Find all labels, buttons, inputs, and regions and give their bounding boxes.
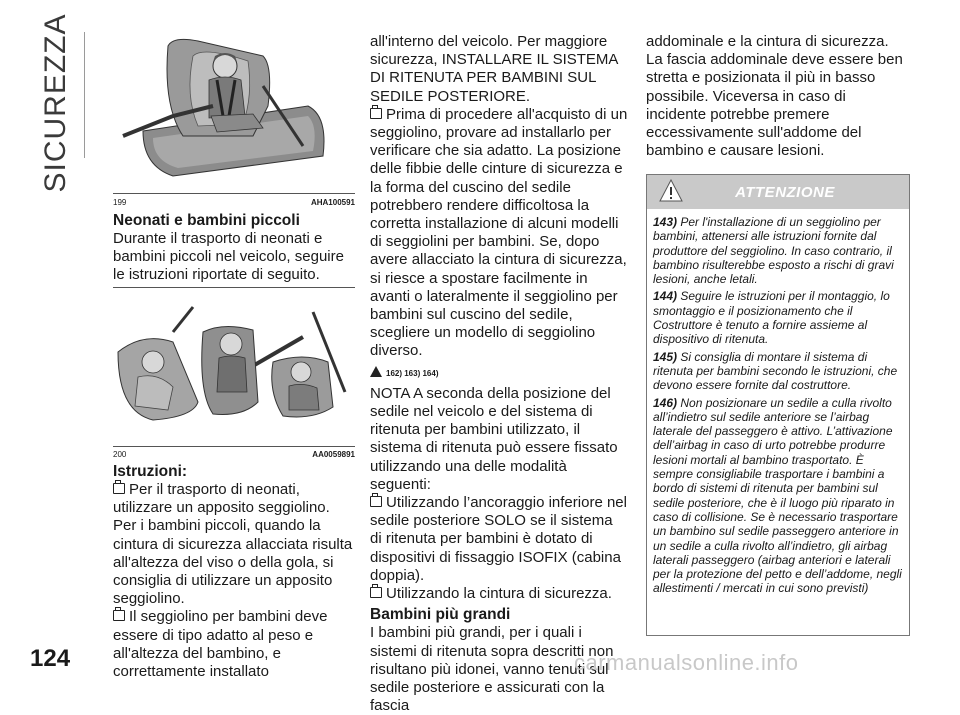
bullet-seat-type xyxy=(113,608,355,681)
watermark[interactable]: carmanualsonline.info xyxy=(574,650,799,675)
bullet-isofix xyxy=(370,494,628,585)
item-number: 143) xyxy=(653,215,678,229)
attention-body xyxy=(647,209,909,596)
item-text: Non posizionare un sedile a culla rivolto all’indietro sul sedile anteriore se l’airbag laterale del passeggero è attivo. L’attivazione dell’airbag in caso di urto potrebbe produrre lesioni mortali al bambino trasportato. È sempre consigliabile trasportare i bambini a bordo di sistemi di ritenuta per bambini sul sedile posteriore, che è il luogo più riparato in caso di collisione. Se è necessario trasportare un bambino sul sedile passeggero anteriore in un sedile a culla rivolto all’indietro, gli airbag laterali passeggero (airbag anteriori e laterali per la protezione del petto e dell’addome, negli allestimenti / mercati in cui sono previsti) xyxy=(653,395,902,596)
figure-200-rule xyxy=(113,446,355,447)
figure-200-top-rule xyxy=(113,287,355,288)
heading-instructions: Istruzioni: xyxy=(113,463,188,480)
page-number: 124 xyxy=(30,645,71,672)
column-2 xyxy=(370,33,628,715)
attention-box xyxy=(646,174,910,636)
heading-infants: Neonati e bambini piccoli xyxy=(113,212,300,229)
warning-triangle-icon xyxy=(659,179,683,203)
item-number: 145) xyxy=(653,349,678,364)
attention-item xyxy=(653,289,904,346)
item-text: Si consiglia di montare il sistema di ritenuta per bambini secondo le istruzioni, che devono essere fornite dal costruttore. xyxy=(653,349,898,393)
item-text: Seguire le istruzioni per il montaggio, lo smontaggio e il posizionamento che il Costruttore è tenuto a fornire assieme al dispositivo di ritenuta. xyxy=(653,289,890,347)
figure-number: 199 xyxy=(113,198,127,207)
bullet-text: Il seggiolino per bambini deve essere di tipo adatto al peso e all'altezza del bambino, e correttamente installato xyxy=(113,608,328,681)
section-title xyxy=(32,13,80,193)
book-icon xyxy=(370,108,382,119)
figure-199-caption xyxy=(113,198,355,207)
figure-200-caption xyxy=(113,450,355,459)
bullet-text: Utilizzando la cintura di sicurezza. xyxy=(386,585,612,603)
attention-item xyxy=(653,215,904,286)
figure-199-rule xyxy=(113,193,355,194)
figure-199 xyxy=(113,36,355,186)
column-1-bottom xyxy=(113,462,355,681)
bullet-text: Utilizzando l’ancoraggio inferiore nel sedile posteriore SOLO se il sistema di ritenuta per bambini è dotato di dispositivi di fissaggio ISOFIX (cabina doppia). xyxy=(370,494,627,584)
attention-header xyxy=(647,175,909,209)
column-1-top xyxy=(113,211,355,285)
bullet-text: Prima di procedere all'acquisto di un seggiolino, provare ad installarlo per verificare che sia adatto. La posizione delle fibbie delle cinture di sicurezza e la forma del cuscino del sedile potrebbero rendere difficoltosa la corretta installazione di alcuni modelli di seggiolini per bambini. Se, dopo avere allacciato la cintura di sicurezza, si riesce a spostare facilmente in avanti o lateralmente il seggiolino per bambini sul cuscino del sedile, scegliere un modello di seggiolino diverso. xyxy=(370,105,628,360)
warning-refs xyxy=(370,363,628,383)
book-icon xyxy=(370,496,382,507)
figure-number: 200 xyxy=(113,450,127,459)
book-icon xyxy=(113,483,125,494)
warning-icon xyxy=(370,366,382,377)
para-install-rear: all'interno del veicolo. Per maggiore sicurezza, INSTALLARE IL SISTEMA DI RITENUTA PER BAMBINI SUL SEDILE POSTERIORE. xyxy=(370,33,618,105)
para-note: NOTA A seconda della posizione del sedile nel veicolo e del sistema di ritenuta per bambini utilizzato, il sistema di ritenuta può essere fissato utilizzando una delle modalità seguenti: xyxy=(370,384,618,493)
para-infants: Durante il trasporto di neonati e bambini piccoli nel veicolo, seguire le istruzioni riportate di seguito. xyxy=(113,230,344,284)
book-icon xyxy=(113,610,125,621)
figure-code: AA0059891 xyxy=(312,450,355,459)
bullet-infant-seat xyxy=(113,481,355,608)
para-older-children: I bambini più grandi, per i quali i sistemi di ritenuta sopra descritti non risultano più idonei, vanno tenuti sul sedile posteriore e assicurati con la fascia xyxy=(370,624,614,715)
figure-200 xyxy=(113,292,355,442)
child-seats-illustration xyxy=(113,292,355,442)
bullet-test-fit xyxy=(370,106,628,361)
attention-title: ATTENZIONE xyxy=(735,183,835,201)
item-number: 144) xyxy=(653,289,678,304)
item-text: Per l'installazione di un seggiolino per bambini, attenersi alle istruzioni fornite dal produttore del seggiolino. In caso contrario, il bambino risulterebbe esposto a rischi di gravi lesioni, anche letali. xyxy=(653,215,894,287)
item-number: 146) xyxy=(653,395,678,410)
bullet-seatbelt xyxy=(370,585,628,603)
warning-refs-text: 162) 163) 164) xyxy=(386,368,439,378)
section-divider xyxy=(84,32,85,158)
book-icon xyxy=(370,587,382,598)
heading-older-children: Bambini più grandi xyxy=(370,606,511,624)
section-title-text: SICUREZZA xyxy=(39,13,72,193)
figure-code: AHA100591 xyxy=(310,198,355,207)
attention-item xyxy=(653,350,904,393)
para-lap-belt: addominale e la cintura di sicurezza. La fascia addominale deve essere ben stretta e posizionata il più in basso possibile. Viceversa in caso di incidente potrebbe premere eccessivamente sull'addome del bambino e causare lesioni. xyxy=(646,33,903,160)
child-seat-illustration xyxy=(113,36,355,186)
column-3 xyxy=(646,33,908,160)
attention-item xyxy=(653,396,904,596)
bullet-text: Per il trasporto di neonati, utilizzare un apposito seggiolino. Per i bambini piccoli, quando la cintura di sicurezza allacciata risulta all'altezza del viso o della gola, si consiglia di utilizzare un apposito seggiolino. xyxy=(113,481,353,608)
